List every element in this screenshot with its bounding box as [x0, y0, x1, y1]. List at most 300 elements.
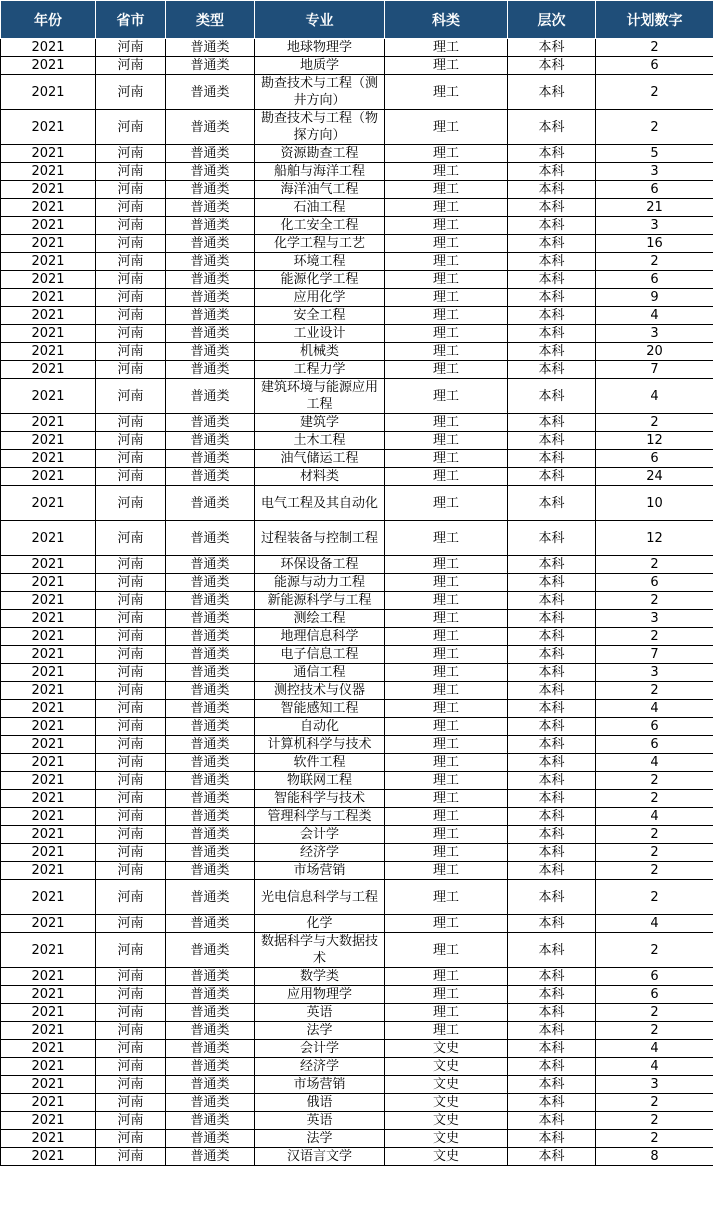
- cell-year: 2021: [1, 307, 96, 325]
- cell-category: 理工: [385, 181, 508, 199]
- cell-level: 本科: [508, 414, 596, 432]
- cell-province: 河南: [96, 432, 166, 450]
- cell-year: 2021: [1, 39, 96, 57]
- cell-year: 2021: [1, 610, 96, 628]
- cell-level: 本科: [508, 772, 596, 790]
- cell-type: 普通类: [166, 700, 255, 718]
- table-row: [1, 646, 713, 664]
- cell-year: 2021: [1, 253, 96, 271]
- cell-plan-count: 24: [596, 468, 713, 486]
- cell-province: 河南: [96, 915, 166, 933]
- cell-province: 河南: [96, 414, 166, 432]
- cell-year: 2021: [1, 754, 96, 772]
- cell-plan-count: 2: [596, 556, 713, 574]
- cell-year: 2021: [1, 1148, 96, 1166]
- cell-major: 能源与动力工程: [255, 574, 385, 592]
- table-row: [1, 862, 713, 880]
- cell-level: 本科: [508, 826, 596, 844]
- cell-category: 理工: [385, 610, 508, 628]
- cell-level: 本科: [508, 1148, 596, 1166]
- cell-type: 普通类: [166, 217, 255, 235]
- cell-major: 化工安全工程: [255, 217, 385, 235]
- cell-year: 2021: [1, 432, 96, 450]
- cell-type: 普通类: [166, 880, 255, 915]
- cell-year: 2021: [1, 1076, 96, 1094]
- cell-level: 本科: [508, 57, 596, 75]
- cell-plan-count: 3: [596, 163, 713, 181]
- cell-plan-count: 4: [596, 808, 713, 826]
- cell-province: 河南: [96, 664, 166, 682]
- cell-year: 2021: [1, 986, 96, 1004]
- table-row: [1, 986, 713, 1004]
- cell-category: 理工: [385, 826, 508, 844]
- cell-type: 普通类: [166, 271, 255, 289]
- cell-type: 普通类: [166, 754, 255, 772]
- cell-year: 2021: [1, 556, 96, 574]
- cell-category: 文史: [385, 1076, 508, 1094]
- cell-major: 管理科学与工程类: [255, 808, 385, 826]
- cell-province: 河南: [96, 556, 166, 574]
- cell-plan-count: 7: [596, 361, 713, 379]
- table-row: [1, 468, 713, 486]
- cell-plan-count: 4: [596, 915, 713, 933]
- cell-plan-count: 3: [596, 217, 713, 235]
- cell-category: 理工: [385, 163, 508, 181]
- cell-category: 文史: [385, 1112, 508, 1130]
- cell-province: 河南: [96, 1058, 166, 1076]
- cell-plan-count: 2: [596, 772, 713, 790]
- table-row: [1, 736, 713, 754]
- cell-level: 本科: [508, 1130, 596, 1148]
- cell-type: 普通类: [166, 610, 255, 628]
- cell-level: 本科: [508, 199, 596, 217]
- cell-plan-count: 2: [596, 414, 713, 432]
- table-row: [1, 664, 713, 682]
- cell-major: 应用化学: [255, 289, 385, 307]
- header-plan-count: 计划数字: [596, 1, 713, 39]
- cell-major: 油气储运工程: [255, 450, 385, 468]
- cell-year: 2021: [1, 880, 96, 915]
- table-row: [1, 628, 713, 646]
- cell-category: 理工: [385, 414, 508, 432]
- cell-category: 文史: [385, 1058, 508, 1076]
- cell-major: 法学: [255, 1022, 385, 1040]
- cell-plan-count: 5: [596, 145, 713, 163]
- cell-year: 2021: [1, 574, 96, 592]
- cell-province: 河南: [96, 450, 166, 468]
- cell-year: 2021: [1, 57, 96, 75]
- cell-province: 河南: [96, 289, 166, 307]
- cell-major: 英语: [255, 1004, 385, 1022]
- cell-plan-count: 2: [596, 826, 713, 844]
- cell-major: 计算机科学与技术: [255, 736, 385, 754]
- cell-type: 普通类: [166, 1130, 255, 1148]
- cell-level: 本科: [508, 1094, 596, 1112]
- cell-major: 安全工程: [255, 307, 385, 325]
- cell-year: 2021: [1, 968, 96, 986]
- cell-major: 工程力学: [255, 361, 385, 379]
- cell-major: 英语: [255, 1112, 385, 1130]
- cell-major: 地球物理学: [255, 39, 385, 57]
- cell-category: 理工: [385, 646, 508, 664]
- cell-level: 本科: [508, 343, 596, 361]
- cell-plan-count: 2: [596, 1112, 713, 1130]
- cell-level: 本科: [508, 379, 596, 414]
- cell-level: 本科: [508, 790, 596, 808]
- cell-category: 理工: [385, 325, 508, 343]
- cell-category: 理工: [385, 110, 508, 145]
- header-province: 省市: [96, 1, 166, 39]
- cell-type: 普通类: [166, 682, 255, 700]
- cell-type: 普通类: [166, 574, 255, 592]
- cell-type: 普通类: [166, 772, 255, 790]
- cell-province: 河南: [96, 253, 166, 271]
- cell-major: 勘查技术与工程（物探方向）: [255, 110, 385, 145]
- cell-category: 文史: [385, 1130, 508, 1148]
- cell-major: 环保设备工程: [255, 556, 385, 574]
- cell-category: 理工: [385, 556, 508, 574]
- cell-year: 2021: [1, 790, 96, 808]
- cell-category: 文史: [385, 1148, 508, 1166]
- header-type: 类型: [166, 1, 255, 39]
- cell-category: 理工: [385, 235, 508, 253]
- cell-category: 理工: [385, 862, 508, 880]
- cell-major: 自动化: [255, 718, 385, 736]
- cell-category: 理工: [385, 968, 508, 986]
- table-row: [1, 880, 713, 915]
- cell-level: 本科: [508, 646, 596, 664]
- cell-category: 理工: [385, 933, 508, 968]
- cell-level: 本科: [508, 75, 596, 110]
- cell-province: 河南: [96, 307, 166, 325]
- cell-category: 理工: [385, 664, 508, 682]
- table-row: [1, 181, 713, 199]
- header-year: 年份: [1, 1, 96, 39]
- cell-major: 材料类: [255, 468, 385, 486]
- cell-level: 本科: [508, 325, 596, 343]
- table-row: [1, 1094, 713, 1112]
- cell-level: 本科: [508, 450, 596, 468]
- cell-level: 本科: [508, 754, 596, 772]
- cell-province: 河南: [96, 736, 166, 754]
- table-row: [1, 790, 713, 808]
- cell-type: 普通类: [166, 808, 255, 826]
- cell-major: 数据科学与大数据技术: [255, 933, 385, 968]
- table-row: [1, 1040, 713, 1058]
- cell-type: 普通类: [166, 915, 255, 933]
- cell-major: 软件工程: [255, 754, 385, 772]
- cell-type: 普通类: [166, 844, 255, 862]
- cell-plan-count: 2: [596, 75, 713, 110]
- cell-plan-count: 6: [596, 57, 713, 75]
- table-row: [1, 826, 713, 844]
- table-row: [1, 1022, 713, 1040]
- cell-level: 本科: [508, 307, 596, 325]
- header-level: 层次: [508, 1, 596, 39]
- cell-category: 理工: [385, 361, 508, 379]
- cell-province: 河南: [96, 754, 166, 772]
- cell-province: 河南: [96, 1004, 166, 1022]
- cell-year: 2021: [1, 289, 96, 307]
- table-row: [1, 521, 713, 556]
- cell-level: 本科: [508, 1058, 596, 1076]
- cell-province: 河南: [96, 646, 166, 664]
- table-row: [1, 574, 713, 592]
- cell-level: 本科: [508, 468, 596, 486]
- cell-category: 理工: [385, 986, 508, 1004]
- cell-level: 本科: [508, 110, 596, 145]
- cell-major: 海洋油气工程: [255, 181, 385, 199]
- cell-province: 河南: [96, 862, 166, 880]
- cell-year: 2021: [1, 1058, 96, 1076]
- cell-category: 理工: [385, 700, 508, 718]
- cell-province: 河南: [96, 343, 166, 361]
- cell-type: 普通类: [166, 163, 255, 181]
- cell-year: 2021: [1, 1112, 96, 1130]
- cell-type: 普通类: [166, 75, 255, 110]
- table-row: [1, 75, 713, 110]
- cell-major: 环境工程: [255, 253, 385, 271]
- cell-province: 河南: [96, 808, 166, 826]
- cell-level: 本科: [508, 1112, 596, 1130]
- cell-type: 普通类: [166, 986, 255, 1004]
- cell-province: 河南: [96, 163, 166, 181]
- cell-level: 本科: [508, 39, 596, 57]
- cell-category: 理工: [385, 253, 508, 271]
- cell-plan-count: 4: [596, 1058, 713, 1076]
- cell-year: 2021: [1, 646, 96, 664]
- cell-province: 河南: [96, 57, 166, 75]
- cell-major: 测控技术与仪器: [255, 682, 385, 700]
- cell-plan-count: 3: [596, 1076, 713, 1094]
- cell-year: 2021: [1, 1130, 96, 1148]
- cell-type: 普通类: [166, 39, 255, 57]
- cell-plan-count: 4: [596, 379, 713, 414]
- table-row: [1, 325, 713, 343]
- cell-type: 普通类: [166, 521, 255, 556]
- cell-major: 法学: [255, 1130, 385, 1148]
- table-row: [1, 414, 713, 432]
- cell-category: 理工: [385, 145, 508, 163]
- cell-type: 普通类: [166, 592, 255, 610]
- cell-major: 工业设计: [255, 325, 385, 343]
- table-row: [1, 682, 713, 700]
- cell-type: 普通类: [166, 289, 255, 307]
- cell-major: 化学: [255, 915, 385, 933]
- cell-plan-count: 6: [596, 718, 713, 736]
- cell-level: 本科: [508, 253, 596, 271]
- table-row: [1, 1058, 713, 1076]
- cell-level: 本科: [508, 844, 596, 862]
- table-row: [1, 110, 713, 145]
- cell-type: 普通类: [166, 361, 255, 379]
- cell-province: 河南: [96, 1076, 166, 1094]
- table-row: [1, 718, 713, 736]
- cell-type: 普通类: [166, 1094, 255, 1112]
- cell-plan-count: 6: [596, 450, 713, 468]
- cell-plan-count: 6: [596, 986, 713, 1004]
- cell-category: 理工: [385, 343, 508, 361]
- cell-plan-count: 6: [596, 181, 713, 199]
- cell-type: 普通类: [166, 1004, 255, 1022]
- cell-type: 普通类: [166, 1040, 255, 1058]
- cell-level: 本科: [508, 736, 596, 754]
- cell-level: 本科: [508, 610, 596, 628]
- cell-type: 普通类: [166, 57, 255, 75]
- cell-type: 普通类: [166, 486, 255, 521]
- cell-province: 河南: [96, 1094, 166, 1112]
- cell-type: 普通类: [166, 325, 255, 343]
- cell-plan-count: 4: [596, 754, 713, 772]
- cell-year: 2021: [1, 379, 96, 414]
- table-row: [1, 450, 713, 468]
- cell-type: 普通类: [166, 110, 255, 145]
- cell-plan-count: 2: [596, 1022, 713, 1040]
- table-row: [1, 289, 713, 307]
- cell-level: 本科: [508, 915, 596, 933]
- table-row: [1, 343, 713, 361]
- cell-year: 2021: [1, 235, 96, 253]
- cell-type: 普通类: [166, 1148, 255, 1166]
- cell-level: 本科: [508, 361, 596, 379]
- cell-province: 河南: [96, 790, 166, 808]
- cell-major: 电子信息工程: [255, 646, 385, 664]
- cell-type: 普通类: [166, 1076, 255, 1094]
- cell-province: 河南: [96, 468, 166, 486]
- cell-major: 汉语言文学: [255, 1148, 385, 1166]
- table-row: [1, 844, 713, 862]
- cell-plan-count: 2: [596, 933, 713, 968]
- cell-year: 2021: [1, 862, 96, 880]
- table-row: [1, 379, 713, 414]
- cell-category: 理工: [385, 628, 508, 646]
- cell-category: 理工: [385, 1004, 508, 1022]
- cell-category: 文史: [385, 1094, 508, 1112]
- cell-type: 普通类: [166, 1058, 255, 1076]
- cell-major: 经济学: [255, 1058, 385, 1076]
- cell-major: 勘查技术与工程（测井方向）: [255, 75, 385, 110]
- cell-level: 本科: [508, 217, 596, 235]
- cell-year: 2021: [1, 736, 96, 754]
- cell-year: 2021: [1, 1022, 96, 1040]
- cell-level: 本科: [508, 235, 596, 253]
- cell-plan-count: 3: [596, 610, 713, 628]
- cell-province: 河南: [96, 772, 166, 790]
- table-row: [1, 432, 713, 450]
- cell-major: 智能感知工程: [255, 700, 385, 718]
- cell-province: 河南: [96, 39, 166, 57]
- cell-level: 本科: [508, 968, 596, 986]
- table-row: [1, 1112, 713, 1130]
- cell-category: 理工: [385, 718, 508, 736]
- cell-year: 2021: [1, 664, 96, 682]
- cell-level: 本科: [508, 862, 596, 880]
- cell-level: 本科: [508, 432, 596, 450]
- cell-province: 河南: [96, 986, 166, 1004]
- cell-year: 2021: [1, 682, 96, 700]
- cell-year: 2021: [1, 826, 96, 844]
- table-row: [1, 1076, 713, 1094]
- cell-year: 2021: [1, 1004, 96, 1022]
- cell-category: 理工: [385, 57, 508, 75]
- cell-major: 经济学: [255, 844, 385, 862]
- cell-plan-count: 2: [596, 628, 713, 646]
- table-row: [1, 39, 713, 57]
- cell-level: 本科: [508, 933, 596, 968]
- cell-level: 本科: [508, 145, 596, 163]
- cell-year: 2021: [1, 718, 96, 736]
- cell-plan-count: 4: [596, 307, 713, 325]
- cell-plan-count: 3: [596, 664, 713, 682]
- cell-plan-count: 2: [596, 110, 713, 145]
- cell-level: 本科: [508, 664, 596, 682]
- cell-plan-count: 8: [596, 1148, 713, 1166]
- cell-level: 本科: [508, 718, 596, 736]
- cell-major: 建筑环境与能源应用工程: [255, 379, 385, 414]
- cell-major: 建筑学: [255, 414, 385, 432]
- cell-major: 资源勘查工程: [255, 145, 385, 163]
- cell-plan-count: 2: [596, 682, 713, 700]
- cell-type: 普通类: [166, 253, 255, 271]
- table-row: [1, 253, 713, 271]
- cell-level: 本科: [508, 521, 596, 556]
- cell-type: 普通类: [166, 646, 255, 664]
- cell-province: 河南: [96, 325, 166, 343]
- cell-category: 理工: [385, 880, 508, 915]
- cell-level: 本科: [508, 181, 596, 199]
- cell-year: 2021: [1, 1094, 96, 1112]
- cell-major: 机械类: [255, 343, 385, 361]
- cell-year: 2021: [1, 592, 96, 610]
- cell-province: 河南: [96, 968, 166, 986]
- cell-province: 河南: [96, 1112, 166, 1130]
- cell-year: 2021: [1, 933, 96, 968]
- cell-year: 2021: [1, 163, 96, 181]
- cell-category: 理工: [385, 790, 508, 808]
- cell-category: 理工: [385, 307, 508, 325]
- cell-type: 普通类: [166, 628, 255, 646]
- table-row: [1, 915, 713, 933]
- cell-year: 2021: [1, 145, 96, 163]
- cell-province: 河南: [96, 235, 166, 253]
- cell-year: 2021: [1, 325, 96, 343]
- cell-province: 河南: [96, 379, 166, 414]
- cell-category: 理工: [385, 379, 508, 414]
- cell-province: 河南: [96, 1130, 166, 1148]
- cell-type: 普通类: [166, 307, 255, 325]
- cell-plan-count: 7: [596, 646, 713, 664]
- header-row: [1, 1, 713, 39]
- cell-province: 河南: [96, 844, 166, 862]
- cell-major: 能源化学工程: [255, 271, 385, 289]
- cell-level: 本科: [508, 880, 596, 915]
- cell-plan-count: 2: [596, 1004, 713, 1022]
- cell-year: 2021: [1, 361, 96, 379]
- cell-category: 理工: [385, 271, 508, 289]
- table-row: [1, 1130, 713, 1148]
- cell-province: 河南: [96, 361, 166, 379]
- cell-plan-count: 4: [596, 700, 713, 718]
- cell-major: 智能科学与技术: [255, 790, 385, 808]
- cell-category: 理工: [385, 1022, 508, 1040]
- cell-year: 2021: [1, 217, 96, 235]
- table-row: [1, 968, 713, 986]
- cell-year: 2021: [1, 450, 96, 468]
- cell-level: 本科: [508, 163, 596, 181]
- cell-plan-count: 4: [596, 1040, 713, 1058]
- cell-major: 物联网工程: [255, 772, 385, 790]
- cell-type: 普通类: [166, 1112, 255, 1130]
